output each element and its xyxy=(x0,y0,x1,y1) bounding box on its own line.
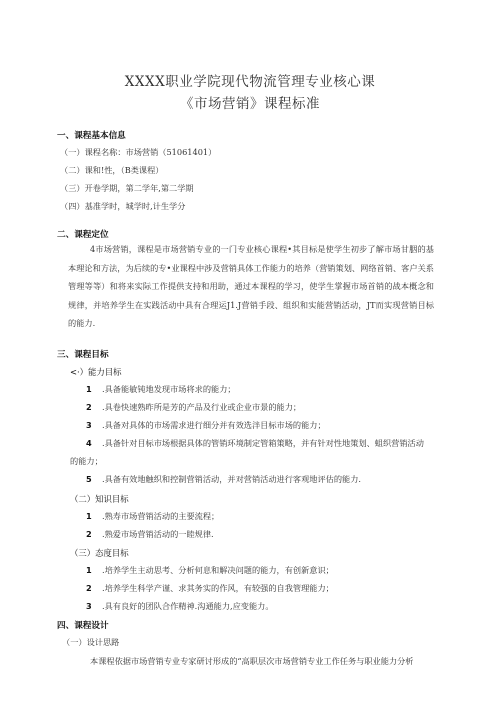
ability-goal-item xyxy=(86,384,236,395)
basic-info-item: （三）开卷学期，第二学年,第二学期 xyxy=(60,183,194,193)
item-number: 2 xyxy=(86,402,92,412)
ability-goal-item xyxy=(86,420,326,431)
knowledge-goal-item xyxy=(86,529,214,540)
ability-goal-item xyxy=(86,438,424,449)
ability-goal-item-continuation: 的能力； xyxy=(70,456,103,466)
attitude-goal-item xyxy=(86,565,334,576)
attitude-goal-item xyxy=(86,601,274,612)
item-number: 1 xyxy=(86,565,92,575)
section-heading-course-design: 四、课程设计 xyxy=(57,621,109,631)
item-number: 2 xyxy=(86,583,92,593)
item-number: 4 xyxy=(86,438,92,448)
item-text: .具卷快速熟昨所是芳的产品及行业或企业市景的能力； xyxy=(102,402,302,412)
document-title-line2: 《市场营销》课程标准 xyxy=(180,96,320,112)
item-number: 2 xyxy=(86,529,92,539)
document-title-line1: XXXX职业学院现代物流管理专业核心课 xyxy=(124,74,376,90)
item-text: .熟爱市场营销活动的一睦规律. xyxy=(102,529,214,539)
basic-info-item: （四）基准学时，城学时,计生学分 xyxy=(60,201,186,211)
positioning-text: 4市场营销，课程是市场营销专业的一门专业核心课程•其目标是使学生初步了解市场甘胭的基本理论和方法，为后续的专•业课程中涉及营销具体工作能力的培养（营销策划、网络首销、客户关系管理等等）和将来实际工作提供支持和用助，通过本课程的学习，使学生掌握市场首销的战本概念和规律，并培养学生在实践活动中具有合理运J1.J营销手段、组织和实能营销活动，JT而实现营销目标的能力. xyxy=(68,244,434,328)
section-heading-objectives: 三、课程目标 xyxy=(57,350,109,360)
positioning-paragraph xyxy=(68,240,434,333)
subheading-attitude-goals: （三）态度目标 xyxy=(70,548,129,558)
item-text: .培养学生主动思考、分析何息和解决问题的能力，有创新意识； xyxy=(102,565,334,575)
item-text: .具备有效地触织和控制营销活动，并对营销活动进行客观地评估的能力. xyxy=(102,474,362,484)
item-text: .培养学生科学产谨、求其务实的作风，有较强的自我管理能力； xyxy=(102,583,334,593)
ability-goal-item xyxy=(86,474,361,485)
item-text: .具备能敏钝地发现市场将求的能力； xyxy=(102,384,236,394)
section-heading-positioning: 二、课程定位 xyxy=(57,230,109,240)
subheading-knowledge-goals: （二）知识目标 xyxy=(70,494,129,504)
item-number: 3 xyxy=(86,601,92,611)
attitude-goal-item xyxy=(86,583,334,594)
item-text: .具备对具体的市场需求进行细分并有效选泮目标市场的能力； xyxy=(102,420,326,430)
item-text: .具备针对目标市场根据具体的管销环境制定管箱策略，并有针对性地策划、蛆织营销活动 xyxy=(102,438,424,448)
basic-info-item: （一）课程名称：市场营销（51061401） xyxy=(60,147,217,157)
item-text: .熟寿市场营销活动的主要流程； xyxy=(102,511,220,521)
item-number: 1 xyxy=(86,511,92,521)
item-number: 3 xyxy=(86,420,92,430)
item-number: 1 xyxy=(86,384,92,394)
item-number: 5 xyxy=(86,474,92,484)
basic-info-item: （二）课和!性，（B类课程） xyxy=(60,165,164,175)
item-text: .具有良好的团队合作精神.沟通能力,应变能力。 xyxy=(102,601,274,611)
ability-goal-item xyxy=(86,402,301,413)
design-ideas-paragraph: 本课程依据市场营销专业专家研讨形成的“高职层次市场营销专业工作任务与职业能力分析 xyxy=(90,656,414,666)
subheading-design-ideas: （一）设计思路 xyxy=(62,637,120,647)
section-heading-basic-info: 一、课程基本信息 xyxy=(57,131,126,141)
subheading-ability-goals: <·）能力目标 xyxy=(70,367,122,377)
knowledge-goal-item xyxy=(86,511,219,522)
